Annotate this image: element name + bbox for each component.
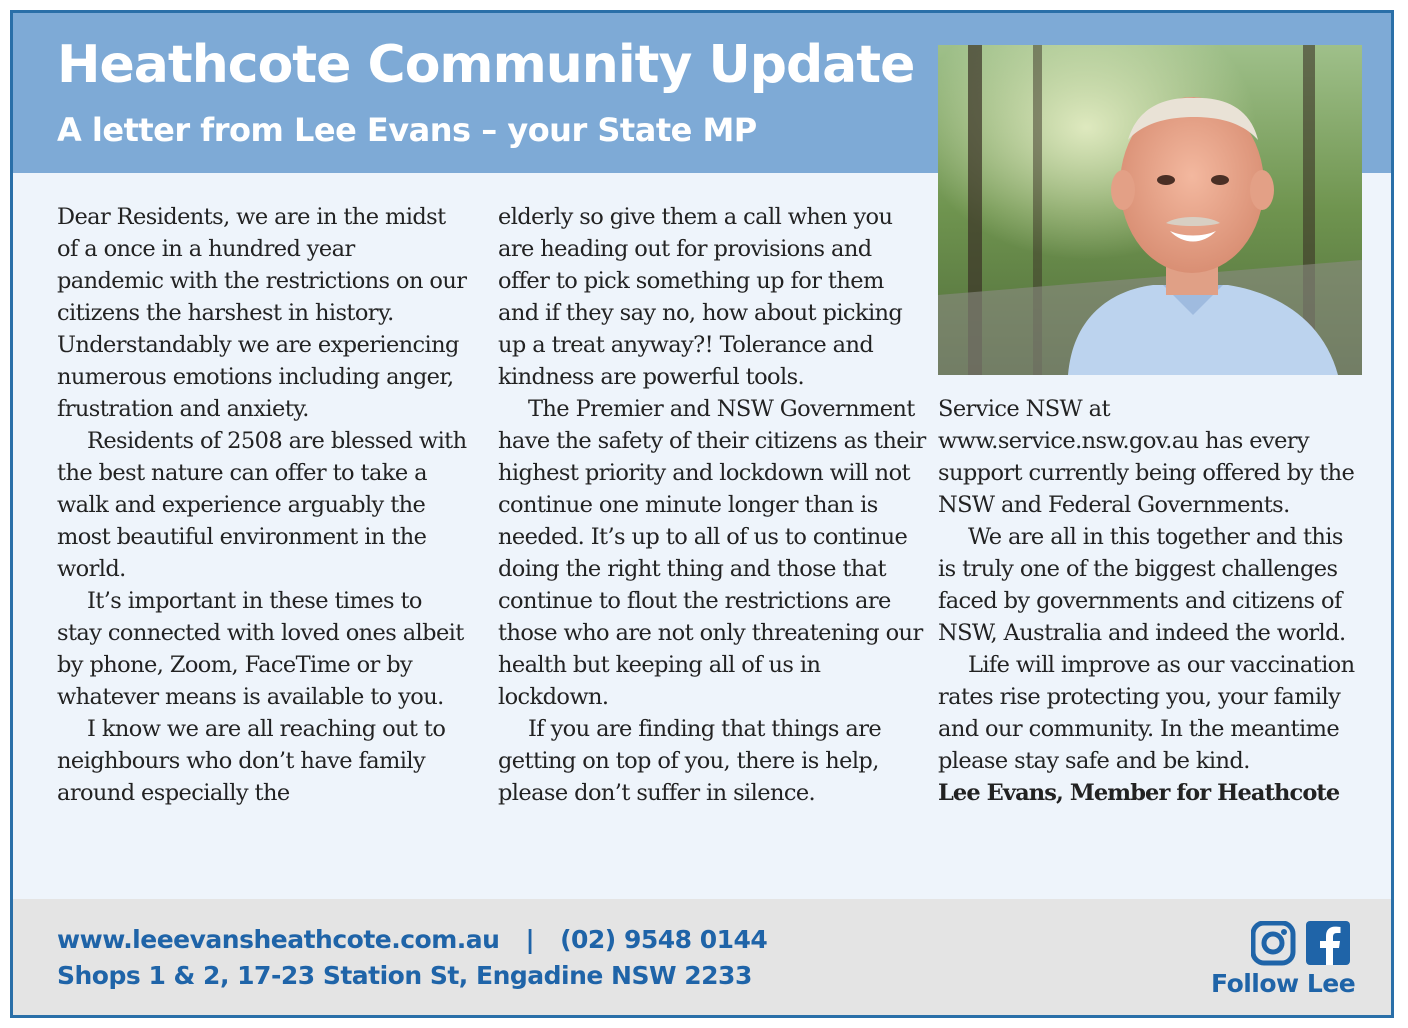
office-address: Shops 1 & 2, 17-23 Station St, Engadine NSW 2233 bbox=[57, 961, 752, 990]
paragraph: I know we are all reaching out to neighbours who don’t have family around especially the bbox=[57, 716, 446, 806]
instagram-icon[interactable] bbox=[1253, 923, 1293, 963]
follow-label[interactable]: Follow Lee bbox=[1211, 969, 1356, 998]
facebook-icon[interactable] bbox=[1306, 921, 1350, 965]
letter-column-2 bbox=[498, 201, 926, 809]
letter-column-3 bbox=[938, 393, 1362, 809]
contact-line bbox=[57, 925, 767, 954]
paragraph: We are all in this together and this is truly one of the biggest challenges faced by governments and citizens of NSW, Australia and indeed the world. bbox=[938, 524, 1346, 646]
paragraph: It’s important in these times to stay connected with loved ones albeit by phone, Zoom, FaceTime or by whatever means is available to you. bbox=[57, 588, 464, 710]
letter-column-1 bbox=[57, 201, 467, 809]
page-subtitle: A letter from Lee Evans – your State MP bbox=[57, 111, 757, 149]
paragraph: Life will improve as our vaccination rates rise protecting you, your family and our community. In the meantime please stay safe and be kind. bbox=[938, 652, 1355, 774]
signature: Lee Evans, Member for Heathcote bbox=[938, 780, 1340, 806]
social-icons bbox=[1251, 921, 1351, 967]
paragraph: Dear Residents, we are in the midst of a once in a hundred year pandemic with the restrictions on our citizens the harshest in history. Understandably we are experiencing numerous emotions including anger, frustration and anxiety. bbox=[57, 204, 467, 422]
page-title: Heathcote Community Update bbox=[57, 35, 915, 95]
paragraph: elderly so give them a call when you are heading out for provisions and offer to pick something up for them and if they say no, how about picking up a treat anyway?! Tolerance and kindness are powerful tools. bbox=[498, 204, 903, 390]
paragraph: The Premier and NSW Government have the safety of their citizens as their highest priority and lockdown will not continue one minute longer than is needed. It’s up to all of us to continue doing the right thing and those that continue to flout the restrictions are those who are not only threatening our health but keeping all of us in lockdown. bbox=[498, 396, 926, 710]
newsletter-panel bbox=[10, 10, 1394, 1018]
phone-number[interactable]: (02) 9548 0144 bbox=[560, 925, 768, 954]
paragraph: Service NSW at www.service.nsw.gov.au has every support currently being offered by the NSW and Federal Governments. bbox=[938, 396, 1355, 518]
paragraph: If you are finding that things are getting on top of you, there is help, please don’t suffer in silence. bbox=[498, 716, 882, 806]
paragraph: Residents of 2508 are blessed with the best nature can offer to take a walk and experience arguably the most beautiful environment in the world. bbox=[57, 428, 467, 582]
contact-separator: | bbox=[525, 925, 535, 954]
portrait-photo bbox=[938, 45, 1362, 375]
website-link[interactable]: www.leeevansheathcote.com.au bbox=[57, 925, 500, 954]
footer-band bbox=[13, 899, 1391, 1018]
